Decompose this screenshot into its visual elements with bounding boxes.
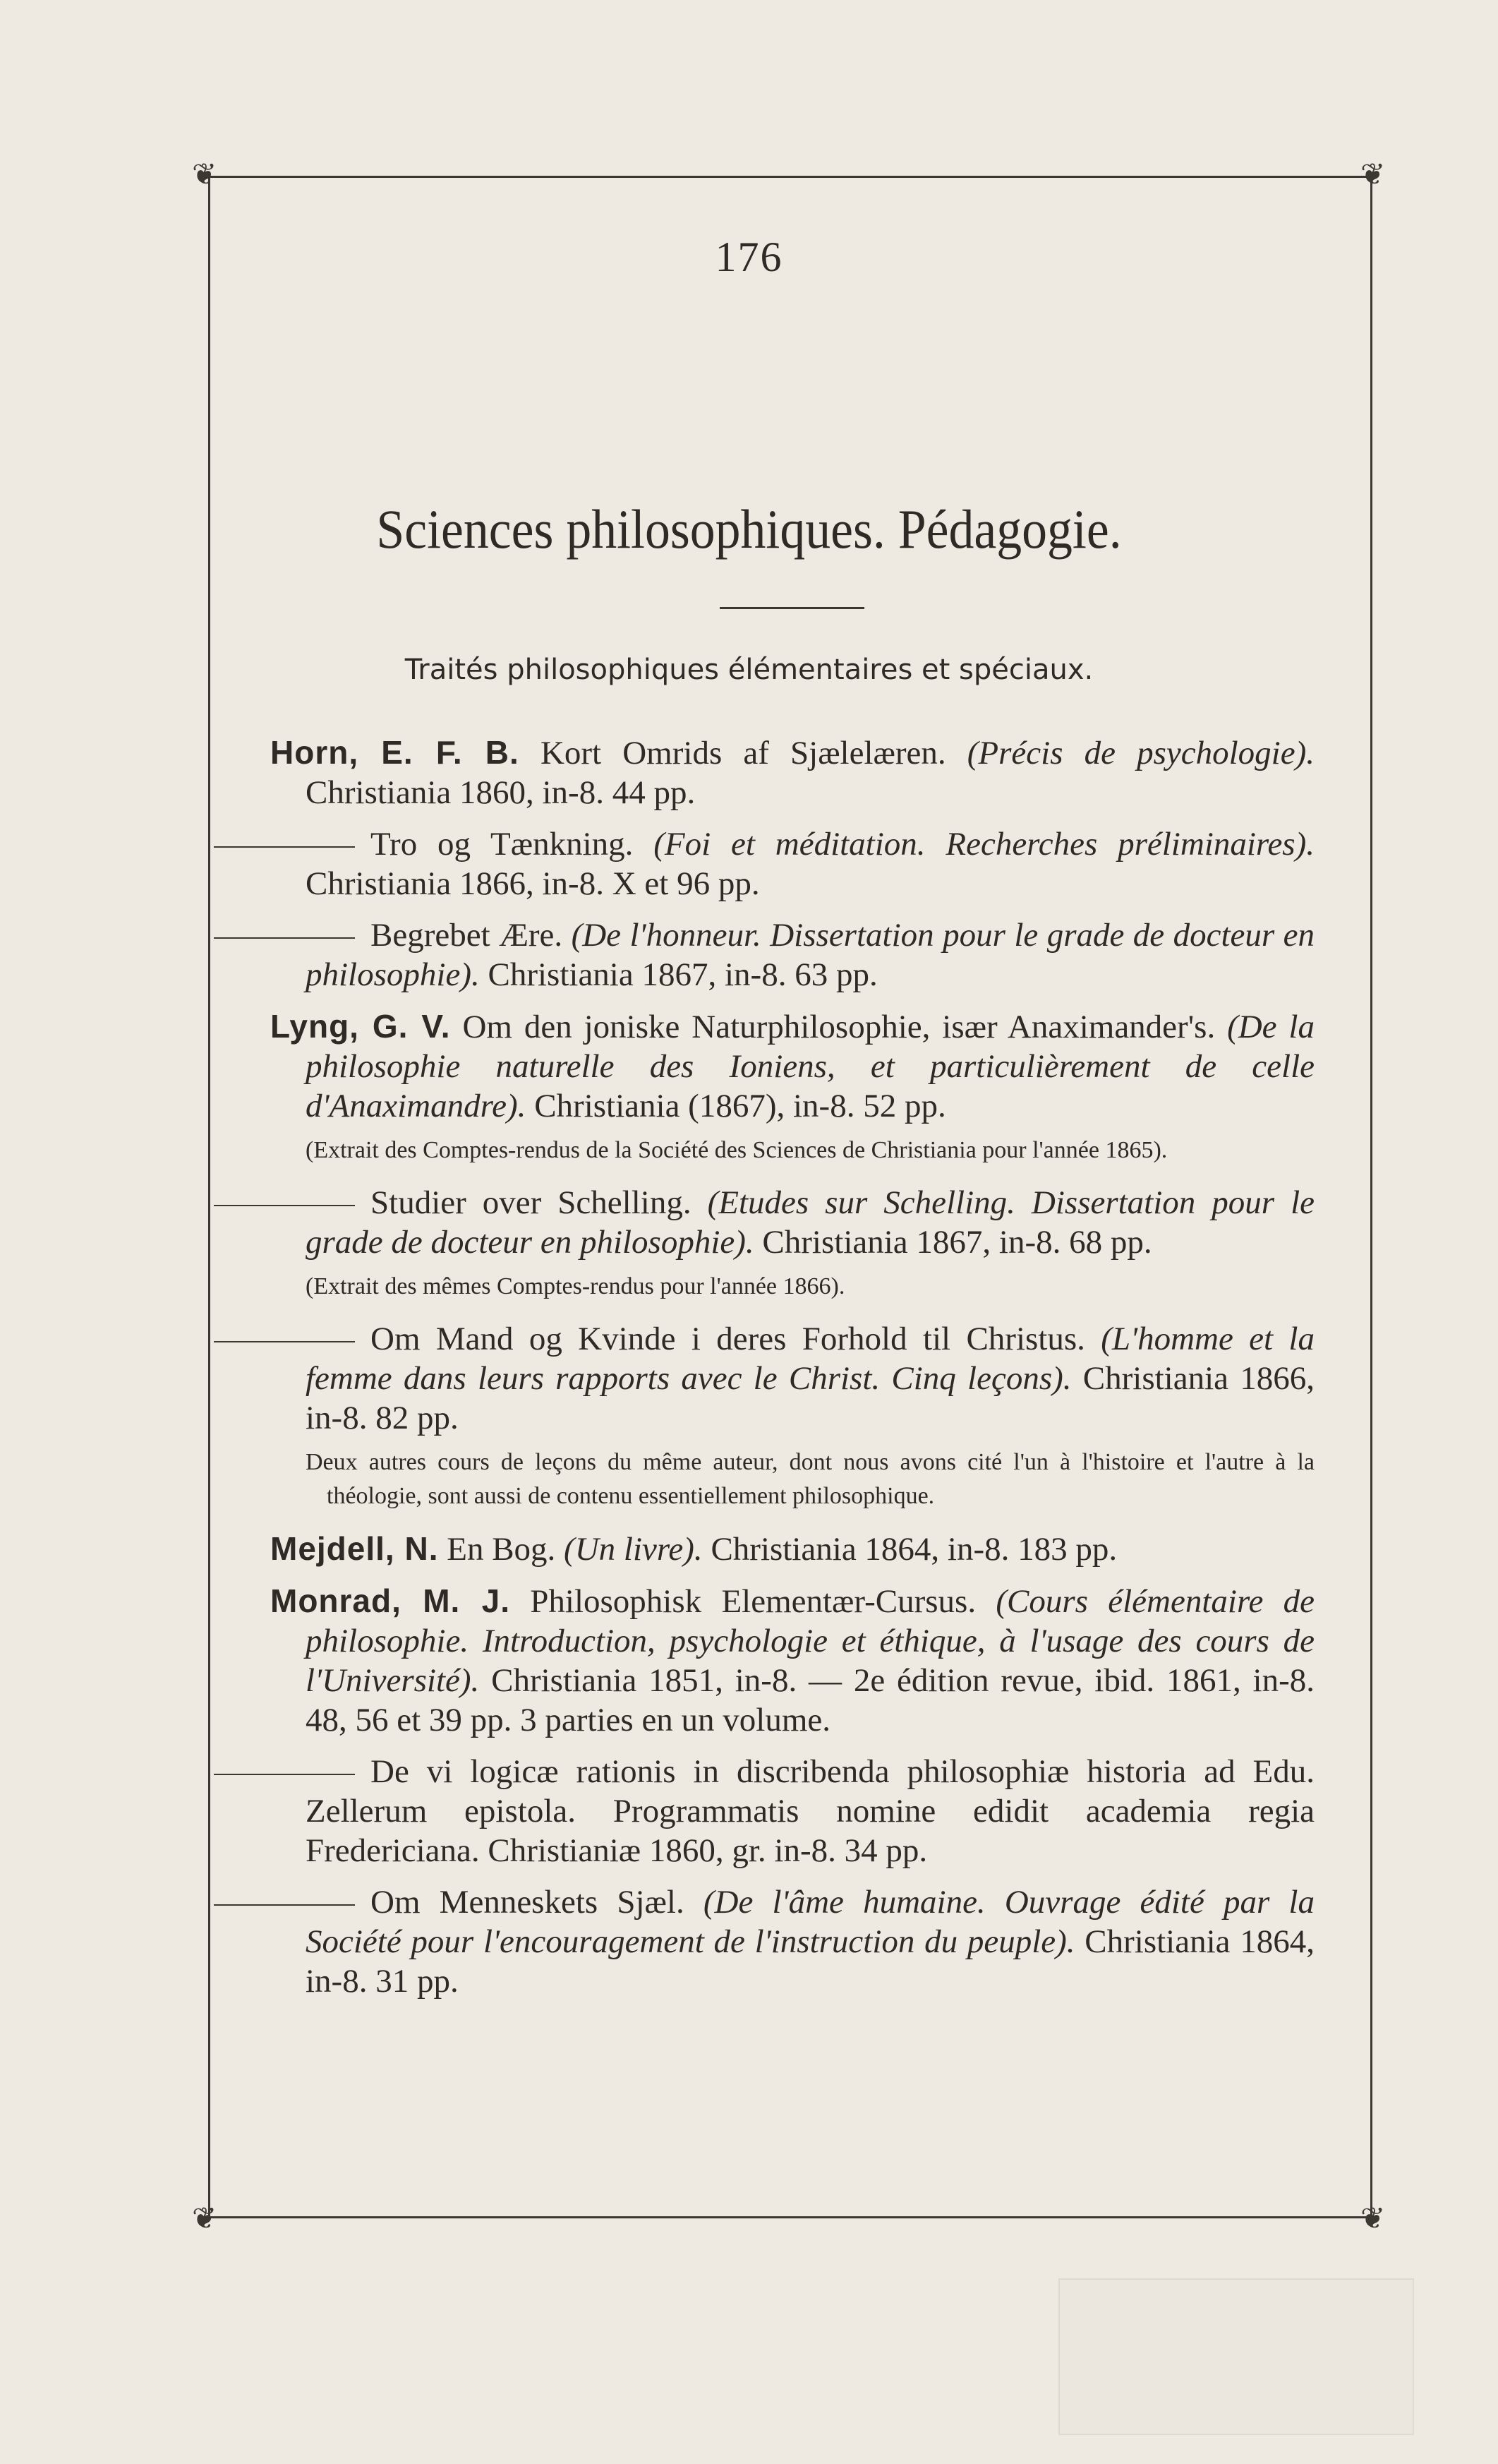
- bibliography-entry: [270, 1882, 1315, 2001]
- entry-title: Om Mand og Kvinde i deres Forhold til Christus.: [370, 1321, 1085, 1357]
- entry-imprint: Christiania 1866, in-8. 82 pp.: [306, 1360, 1315, 1436]
- bibliography-entry: [270, 1529, 1315, 1569]
- corner-ornament-bottom-left: ❦: [192, 2201, 217, 2235]
- section-title: Sciences philosophiques. Pédagogie.: [376, 498, 1122, 560]
- entry-translation: (Un livre).: [564, 1531, 703, 1568]
- library-label-patch: [1058, 2278, 1414, 2435]
- entry-translation: (De la philosophie naturelle des Ioniens, et particulièrement de celle d'Anaximandre).: [306, 1009, 1315, 1124]
- ditto-dash: [214, 1774, 355, 1775]
- bibliography-entry: [270, 1183, 1315, 1262]
- ditto-dash: [214, 1341, 355, 1342]
- ditto-dash: [214, 1205, 355, 1206]
- ditto-dash: [214, 937, 355, 939]
- bibliography-entry: [270, 1319, 1315, 1438]
- bibliography-entry: [270, 915, 1315, 994]
- ditto-dash: [214, 846, 355, 848]
- bibliography-entry: [270, 733, 1315, 812]
- bibliography-entry: [270, 1581, 1315, 1740]
- corner-ornament-bottom-right: ❦: [1360, 2201, 1386, 2235]
- entry-author: Horn, E. F. B.: [270, 734, 519, 771]
- entry-translation: (Etudes sur Schelling. Dissertation pour le grade de docteur en philosophie).: [306, 1184, 1315, 1261]
- title-divider: [720, 607, 864, 609]
- entry-imprint: Christiania 1860, in-8. 44 pp.: [306, 774, 696, 811]
- corner-ornament-top-left: ❦: [192, 157, 217, 191]
- entry-title: Studier over Schelling.: [370, 1184, 691, 1221]
- entry-imprint: Christiania 1866, in-8. X et 96 pp.: [306, 865, 760, 902]
- entry-title: Tro og Tænkning.: [370, 826, 634, 863]
- entry-translation: (Cours élémentaire de philosophie. Introduction, psychologie et éthique, à l'usage des cours de l'Université).: [306, 1583, 1315, 1699]
- entry-author: Lyng, G. V.: [270, 1008, 451, 1045]
- ditto-dash: [214, 1904, 355, 1906]
- entry-imprint: Christianiæ 1860, gr. in-8. 34 pp.: [488, 1832, 928, 1869]
- section-subtitle: Traités philosophiques élémentaires et spéciaux.: [404, 654, 1094, 686]
- bibliography-entry: [270, 1752, 1315, 1870]
- bibliography-entry: [270, 824, 1315, 903]
- entry-title: Philosophisk Elementær-Cursus.: [530, 1583, 977, 1620]
- entry-note: (Extrait des mêmes Comptes-rendus pour l'année 1866).: [306, 1273, 845, 1299]
- entry-author: Mejdell, N.: [270, 1530, 439, 1567]
- entry-imprint: Christiania 1851, in-8. — 2e édition revue, ibid. 1861, in-8. 48, 56 et 39 pp. 3 parties en un volume.: [306, 1662, 1315, 1738]
- entry-title: Kort Omrids af Sjælelæren.: [540, 735, 946, 771]
- entry-title: En Bog.: [447, 1531, 556, 1568]
- entry-imprint: Christiania 1864, in-8. 183 pp.: [711, 1531, 1118, 1568]
- entry-note: (Extrait des Comptes-rendus de la Société des Sciences de Christiania pour l'année 1865).: [306, 1137, 1168, 1163]
- bibliography-entry: [270, 1006, 1315, 1126]
- entry-title: De vi logicæ rationis in discribenda philosophiæ historia ad Edu. Zellerum epistola. Programmatis nomine edidit academia regia Fredericiana.: [306, 1753, 1315, 1869]
- entry-author: Monrad, M. J.: [270, 1582, 510, 1619]
- entry-note: Deux autres cours de leçons du même auteur, dont nous avons cité l'un à l'histoire et l'autre à la théologie, sont aussi de contenu essentiellement philosophique.: [306, 1449, 1315, 1509]
- entry-translation: (L'homme et la femme dans leurs rapports avec le Christ. Cinq leçons).: [306, 1321, 1315, 1397]
- entry-imprint: Christiania 1867, in-8. 63 pp.: [488, 956, 878, 993]
- bibliography-list: [270, 733, 1315, 2013]
- entry-translation: (De l'honneur. Dissertation pour le grade de docteur en philosophie).: [306, 917, 1315, 993]
- entry-translation: (Foi et méditation. Recherches préliminaires).: [653, 826, 1315, 863]
- entry-title: Begrebet Ære.: [370, 917, 563, 954]
- entry-title: Om Menneskets Sjæl.: [370, 1884, 684, 1921]
- page-number: 176: [715, 234, 783, 280]
- entry-translation: (De l'âme humaine. Ouvrage édité par la Société pour l'encouragement de l'instruction du peuple).: [306, 1884, 1315, 1960]
- entry-imprint: Christiania 1864, in-8. 31 pp.: [306, 1923, 1315, 2000]
- entry-imprint: Christiania (1867), in-8. 52 pp.: [534, 1088, 946, 1124]
- entry-translation: (Précis de psychologie).: [967, 735, 1315, 771]
- entry-title: Om den joniske Naturphilosophie, især Anaximander's.: [462, 1009, 1216, 1045]
- corner-ornament-top-right: ❦: [1360, 157, 1386, 191]
- entry-imprint: Christiania 1867, in-8. 68 pp.: [762, 1224, 1152, 1261]
